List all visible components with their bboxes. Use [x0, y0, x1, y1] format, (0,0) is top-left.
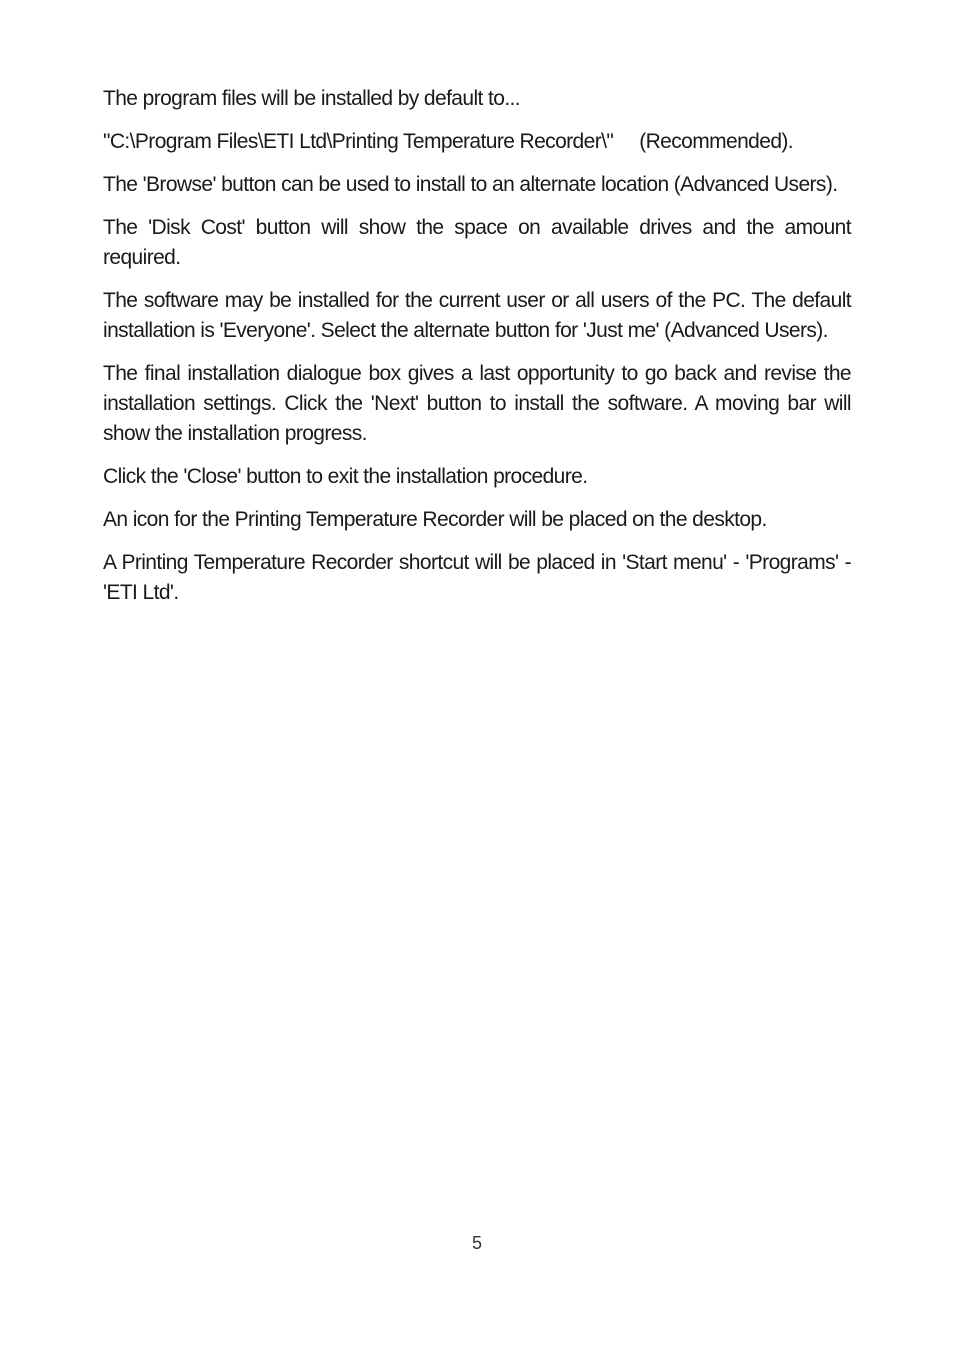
paragraph-disk-cost: The 'Disk Cost' button will show the space on available drives and the amount required.	[103, 216, 851, 269]
paragraph-install-path	[103, 127, 851, 157]
recommended-note: (Recommended).	[639, 130, 794, 153]
paragraph-desktop-icon: An icon for the Printing Temperature Recorder will be placed on the desktop.	[103, 508, 767, 531]
page-number: 5	[471, 1233, 482, 1253]
install-path-text: "C:\Program Files\ETI Ltd\Printing Temperature Recorder\"	[103, 130, 614, 153]
document-body	[103, 84, 851, 621]
paragraph-start-menu-shortcut: A Printing Temperature Recorder shortcut will be placed in 'Start menu' - 'Programs' - 'ETI Ltd'.	[103, 551, 851, 604]
paragraph-default-location: The program files will be installed by default to...	[103, 87, 521, 110]
paragraph-close-button: Click the 'Close' button to exit the installation procedure.	[103, 465, 588, 488]
paragraph-browse-button: The 'Browse' button can be used to install to an alternate location (Advanced Users).	[103, 173, 838, 196]
paragraph-install-scope: The software may be installed for the current user or all users of the PC. The default installation is 'Everyone'. Select the alternate button for 'Just me' (Advanced Users).	[103, 289, 851, 342]
paragraph-final-dialogue: The final installation dialogue box gives a last opportunity to go back and revise the installation settings. Click the 'Next' button to install the software. A moving bar will show the installation progress.	[103, 362, 851, 445]
